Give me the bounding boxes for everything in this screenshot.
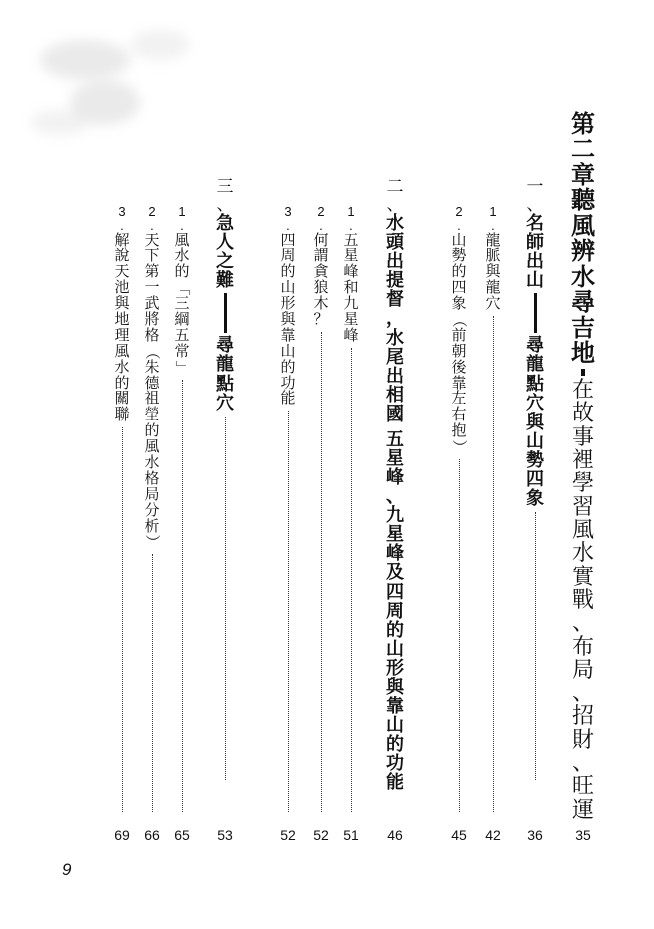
page-number: 69 [114, 827, 130, 843]
toc-subsection[interactable] [108, 205, 136, 812]
page-number: 53 [217, 827, 233, 843]
page-number: 51 [343, 827, 359, 843]
leader-dots [321, 332, 322, 812]
toc-section[interactable] [521, 178, 549, 780]
chapter-heading [568, 112, 598, 822]
leader-dots [459, 459, 460, 812]
section-number: 三 、 [216, 177, 234, 216]
subsection-title: 1 . 五 星 峰 和 九 星 峰 [343, 204, 359, 344]
toc-subsection[interactable] [337, 205, 365, 812]
subsection-title: 2 . 何 謂 貪 狼 木 ？ [313, 204, 329, 328]
toc-subsection[interactable] [445, 205, 473, 812]
chapter-subtitle: 在 故 事 裡 學 習 風 水 實 戰 、 布 局 、 招 財 、 旺 運 [571, 378, 594, 823]
toc-section[interactable] [211, 178, 239, 780]
page-number: 65 [174, 827, 190, 843]
toc-subsection[interactable] [479, 205, 507, 812]
toc-subsection[interactable] [274, 205, 302, 812]
section-number: 二 、 [386, 177, 404, 216]
section-subtitle: 五 星 峰 、 九 星 峰 及 四 周 的 山 形 與 靠 山 的 功 能 [386, 428, 404, 794]
subsection-title: 2 . 天 下 第 一 武 將 格 （ 朱 德 祖 塋 的 風 水 格 局 分 析 ） [143, 204, 162, 550]
subsection-title: 2 . 山 勢 的 四 象 （ 前 朝 後 靠 左 右 抱 ） [450, 204, 469, 455]
section-subtitle: 尋 龍 點 穴 與 山 勢 四 象 [526, 335, 544, 509]
toc-subsection[interactable] [307, 205, 335, 812]
subsection-title: 3 . 四 周 的 山 形 與 靠 山 的 功 能 [280, 204, 296, 408]
page-folio: 9 [62, 860, 72, 879]
subsection-title: 1 . 風 水 的 「 三 綱 五 常 」 [173, 204, 192, 376]
page-number: 52 [280, 827, 296, 843]
em-dash [581, 369, 585, 376]
page-number: 42 [485, 827, 501, 843]
section-title: 名 師 出 山 [526, 213, 544, 292]
toc-section[interactable] [381, 177, 409, 794]
subsection-title: 1 . 龍 脈 與 龍 穴 [485, 204, 501, 313]
leader-dots [225, 417, 226, 780]
subsection-title: 3 . 解 說 天 池 與 地 理 風 水 的 關 聯 [114, 204, 130, 424]
em-dash [224, 293, 227, 333]
page-number: 46 [387, 827, 403, 843]
chapter-page-number: 35 [575, 827, 591, 843]
page-number: 45 [451, 827, 467, 843]
section-subtitle: 尋 龍 點 穴 [216, 335, 234, 414]
leader-dots [182, 380, 183, 812]
section-title: 急 人 之 難 [216, 213, 234, 292]
toc-subsection[interactable] [168, 205, 196, 812]
page-number: 66 [144, 827, 160, 843]
chapter-title: 第 二 章 聽 風 辨 水 尋 吉 地 [571, 110, 595, 367]
leader-dots [288, 411, 289, 812]
leader-dots [351, 348, 352, 812]
leader-dots [122, 427, 123, 812]
leader-dots [493, 316, 494, 812]
leader-dots [152, 554, 153, 812]
em-dash [534, 293, 537, 333]
section-title: 水 頭 出 提 督 ， 水 尾 出 相 國 [386, 213, 404, 425]
leader-dots [535, 512, 536, 780]
section-number: 一 、 [526, 177, 544, 216]
toc-subsection[interactable] [138, 205, 166, 812]
page-number: 52 [313, 827, 329, 843]
page-number: 36 [527, 827, 543, 843]
